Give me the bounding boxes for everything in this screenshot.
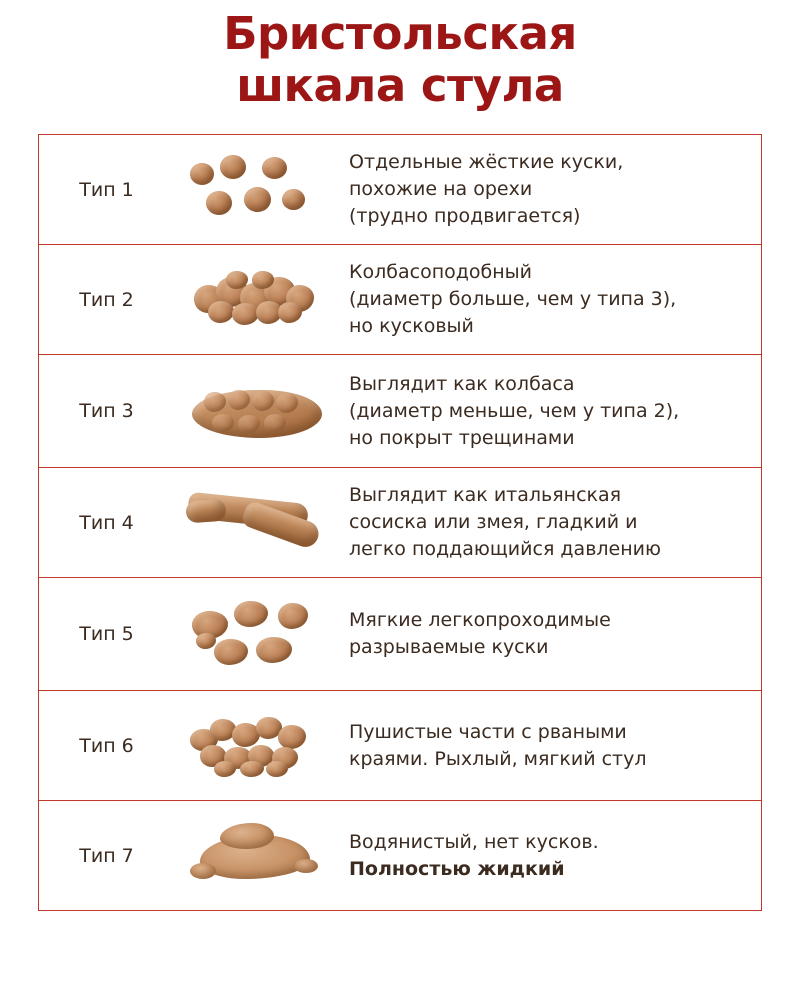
type-label-cell (39, 135, 174, 244)
cracked-sausage-icon (182, 366, 342, 456)
illustration-cell (174, 468, 349, 577)
description-cell (349, 468, 761, 577)
table-row (39, 468, 761, 578)
description-line: Водянистый, нет кусков. (349, 830, 599, 853)
table-row (39, 245, 761, 355)
description-line: Колбасоподобный (349, 261, 532, 283)
description-line: Выглядит как колбаса (349, 372, 575, 395)
illustration-cell (174, 245, 349, 354)
liquid-puddle-icon (182, 811, 342, 901)
type-label-cell (39, 691, 174, 800)
description-cell (349, 801, 761, 910)
page-title (0, 0, 800, 112)
description-line: (диаметр меньше, чем у типа 2), (349, 399, 680, 422)
description-line: (трудно продвигается) (349, 205, 581, 227)
description-cell (349, 135, 761, 244)
description-line: но покрыт трещинами (349, 426, 575, 449)
table-row (39, 355, 761, 468)
hard-lumps-icon (182, 145, 342, 235)
type-label-cell (39, 468, 174, 577)
description-cell (349, 245, 761, 354)
type-label-cell (39, 578, 174, 690)
description-line: сосиска или змея, гладкий и (349, 511, 638, 533)
table-row (39, 801, 761, 911)
description-line: легко поддающийся давлению (349, 538, 661, 560)
type-label-cell (39, 355, 174, 467)
table-row (39, 578, 761, 691)
soft-blobs-icon (182, 589, 342, 679)
lumpy-sausage-icon (182, 255, 342, 345)
type-label: Тип 4 (79, 511, 134, 534)
type-label: Тип 1 (79, 178, 134, 201)
description-line: Мягкие легкопроходимые (349, 609, 611, 631)
type-label-cell (39, 801, 174, 910)
type-label: Тип 3 (79, 400, 134, 422)
description-cell (349, 691, 761, 800)
illustration-cell (174, 135, 349, 244)
illustration-cell (174, 578, 349, 690)
type-label: Тип 5 (79, 623, 134, 645)
description-line: Полностью жидкий (349, 857, 565, 880)
description-line: (диаметр больше, чем у типа 3), (349, 288, 677, 310)
illustration-cell (174, 355, 349, 467)
description-line: краями. Рыхлый, мягкий стул (349, 747, 647, 770)
title-line-2: шкала стула (236, 59, 564, 112)
smooth-sausage-icon (182, 478, 342, 568)
description-cell (349, 578, 761, 690)
type-label-cell (39, 245, 174, 354)
description-line: Выглядит как итальянская (349, 484, 622, 506)
description-line: но кусковый (349, 315, 474, 337)
description-line: Пушистые части с рваными (349, 720, 627, 743)
description-line: похожие на орехи (349, 178, 533, 200)
table-row (39, 135, 761, 245)
table-row (39, 691, 761, 801)
mushy-pieces-icon (182, 701, 342, 791)
stool-types-table (38, 134, 762, 911)
description-line: Отдельные жёсткие куски, (349, 151, 624, 173)
title-line-1: Бристольская (223, 7, 577, 60)
illustration-cell (174, 691, 349, 800)
illustration-cell (174, 801, 349, 910)
type-label: Тип 6 (79, 734, 134, 757)
description-line: разрываемые куски (349, 636, 549, 658)
description-cell (349, 355, 761, 467)
type-label: Тип 7 (79, 844, 134, 867)
type-label: Тип 2 (79, 288, 134, 311)
